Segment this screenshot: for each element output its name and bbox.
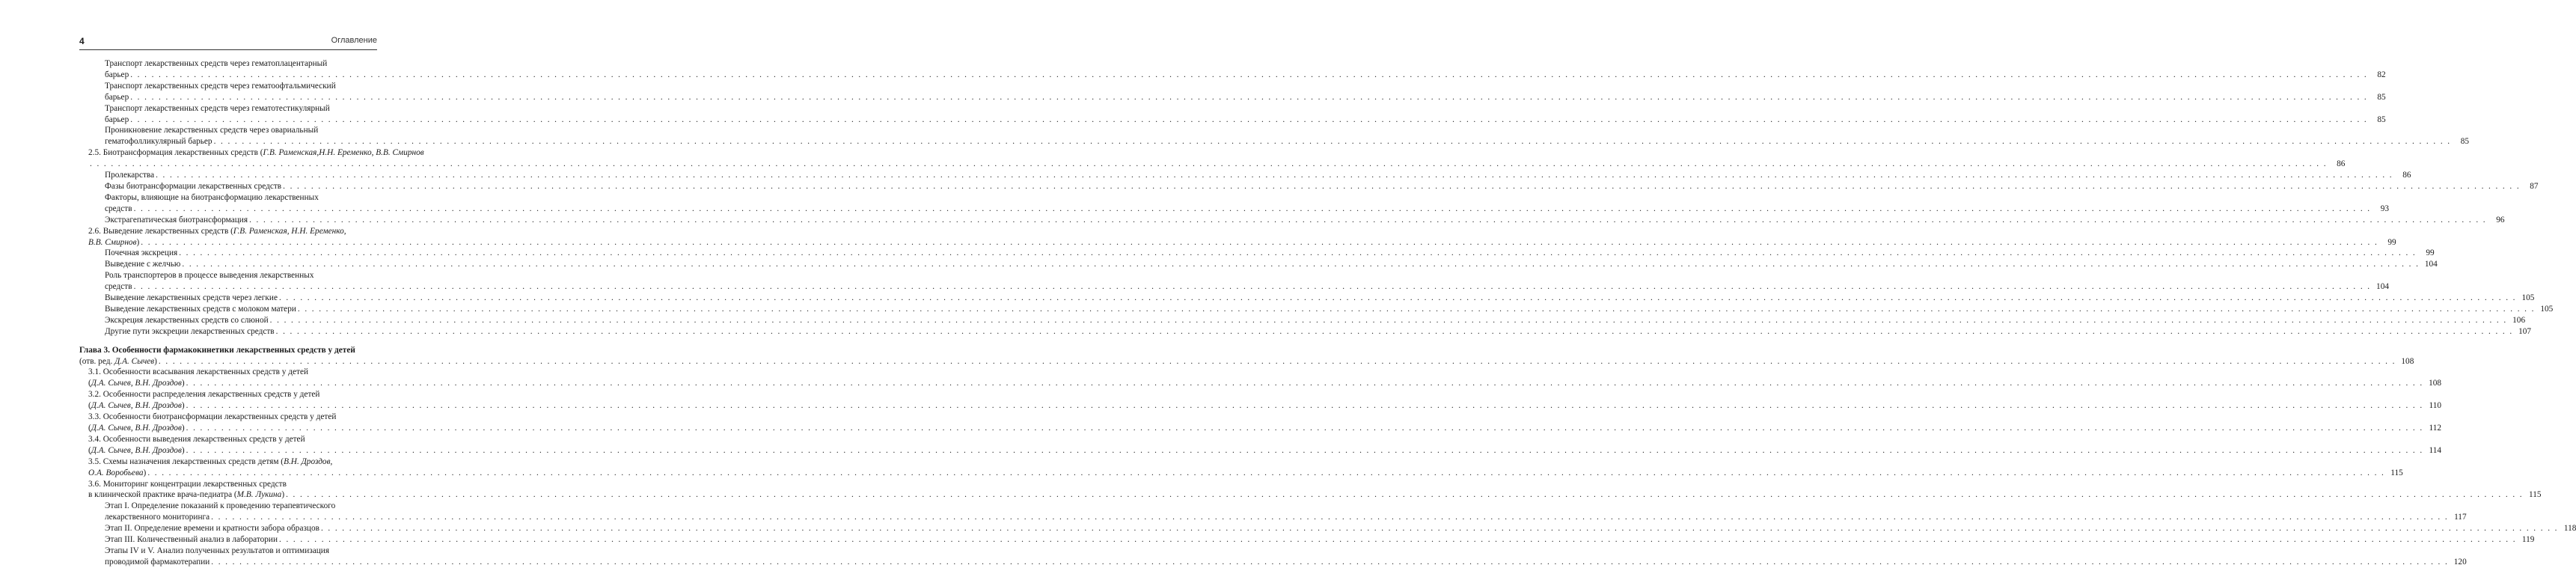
toc-page-number: 114 xyxy=(2429,445,2442,455)
toc-entry-author: Г.В. Раменская, Н.Н. Еременко, xyxy=(233,226,346,236)
toc-entry-author: О.А. Воробьева xyxy=(88,468,144,477)
toc-page-number: 104 xyxy=(2424,260,2438,269)
toc-entry-line xyxy=(79,345,377,356)
toc-page-number: 86 xyxy=(2402,171,2411,180)
toc-entry-text: Этап I. Определение показаний к проведению терапевтического xyxy=(105,501,336,511)
toc-entry[interactable] xyxy=(79,434,2442,456)
toc-entry-title xyxy=(105,92,129,103)
toc-page-number: 85 xyxy=(2377,114,2386,124)
toc-entry-last-line xyxy=(105,248,2435,259)
toc-entry-title xyxy=(105,557,209,568)
toc-page-number: 104 xyxy=(2376,282,2389,292)
leader-dots xyxy=(132,281,2372,293)
toc-page-number: 82 xyxy=(2377,70,2386,79)
toc-entry-last-line xyxy=(105,326,2532,338)
toc-entry[interactable] xyxy=(79,248,2435,259)
toc-entry[interactable] xyxy=(79,125,2469,147)
toc-entry-author: Д.А. Сычев xyxy=(114,356,155,366)
toc-entry-title xyxy=(88,468,146,479)
toc-entry-text: Проникновение лекарственных средств через овариальный xyxy=(105,126,319,135)
toc-entry[interactable] xyxy=(79,456,2403,479)
toc-entry-last-line xyxy=(88,400,2442,412)
toc-entry-last-line xyxy=(105,523,2576,534)
toc-entry-text: проводимой фармакотерапии xyxy=(105,557,210,567)
toc-entry-text: Экскреция лекарственных средств со слюной xyxy=(105,315,269,325)
toc-entry-last-line xyxy=(88,468,2403,479)
toc-page-number: 105 xyxy=(2540,304,2554,314)
leader-dots xyxy=(129,70,2369,81)
toc-entry-text: барьер xyxy=(105,70,129,79)
leader-dots xyxy=(269,315,2509,326)
toc-entry-last-line xyxy=(105,114,2386,126)
toc-entry-title xyxy=(105,204,132,215)
toc-entry-last-line xyxy=(105,281,2389,293)
toc-entry[interactable] xyxy=(79,192,2389,215)
toc-entry-text: Факторы, влияющие на биотрансформацию лекарственных xyxy=(105,192,319,202)
toc-page-number: 118 xyxy=(2563,524,2576,534)
toc-entry-last-line xyxy=(105,315,2526,326)
toc-entry-title xyxy=(105,293,278,304)
toc-entry-line xyxy=(88,367,377,378)
toc-entry-line xyxy=(105,546,377,557)
toc-entry-text: Другие пути экскреции лекарственных средств xyxy=(105,326,275,336)
toc-entry[interactable] xyxy=(79,215,2505,226)
toc-entry-text: 3.4. Особенности выведения лекарственных средств у детей xyxy=(88,434,305,444)
toc-entry-line xyxy=(88,412,377,423)
leader-dots xyxy=(132,204,2372,215)
toc-entry-last-line xyxy=(105,304,2554,315)
toc-entry-line xyxy=(88,147,424,159)
toc-entry[interactable] xyxy=(79,367,2442,389)
toc-entry-line xyxy=(105,81,377,92)
toc-entry-text: Этапы IV и V. Анализ полученных результатов и оптимизация xyxy=(105,546,330,555)
toc-entry-text: Выведение лекарственных средств через легкие xyxy=(105,293,278,303)
toc-entry-text: Почечная экскреция xyxy=(105,248,178,258)
toc-page-number: 112 xyxy=(2429,424,2442,433)
toc-page-number: 119 xyxy=(2521,535,2535,545)
toc-entry-line xyxy=(88,456,377,468)
toc-entry-text: Транспорт лекарственных средств через гематоофтальмический xyxy=(105,81,336,91)
toc-entry-author: М.В. Лукина xyxy=(236,490,282,500)
toc-entry-text: ) xyxy=(181,445,185,455)
toc-entry-text: 3.3. Особенности биотрансформации лекарственных средств у детей xyxy=(88,412,337,422)
toc-entry[interactable] xyxy=(79,304,2554,315)
toc-entry-text: гематофолликулярный барьер xyxy=(105,137,212,147)
toc-entry-author: Д.А. Сычев, В.Н. Дроздов xyxy=(91,445,182,455)
toc-entry-last-line xyxy=(105,215,2505,226)
toc-entry-author: Н.Н. Еременко, В.В. Смирнов xyxy=(319,148,424,158)
leader-dots xyxy=(139,237,2379,248)
toc-entry-line xyxy=(88,434,377,445)
toc-entry-title xyxy=(105,259,180,270)
toc-page-number: 105 xyxy=(2521,293,2535,303)
toc-page-number: 120 xyxy=(2453,557,2467,567)
leader-dots xyxy=(185,445,2425,456)
toc-page-number: 115 xyxy=(2390,468,2403,477)
toc-entry-line xyxy=(105,125,377,136)
toc-entry-title xyxy=(105,523,319,534)
toc-page-number: 108 xyxy=(2401,356,2414,366)
toc-entry-text: Выведение с желчью xyxy=(105,260,181,269)
toc-page-number: 87 xyxy=(2530,181,2539,191)
leader-dots xyxy=(129,114,2369,126)
toc-entry-title xyxy=(105,534,278,546)
leader-dots xyxy=(185,378,2425,389)
toc-entry-text: ) xyxy=(181,379,185,388)
toc-entry-text: Транспорт лекарственных средств через гематоплацентарный xyxy=(105,59,328,68)
toc-entry-author: Д.А. Сычев, В.Н. Дроздов xyxy=(91,401,182,411)
leader-dots xyxy=(180,259,2420,270)
toc-entry-last-line xyxy=(88,489,2542,501)
toc-entry-last-line xyxy=(105,92,2386,103)
toc-page-number: 99 xyxy=(2426,248,2435,258)
toc-entry-title xyxy=(105,170,154,181)
toc-page-number: 106 xyxy=(2512,315,2526,325)
toc-entry-text: Этап III. Количественный анализ в лаборатории xyxy=(105,535,278,545)
toc-entry-last-line xyxy=(105,293,2535,304)
toc-entry-text: Пролекарства xyxy=(105,171,155,180)
leader-dots xyxy=(275,326,2515,338)
leader-dots xyxy=(129,92,2369,103)
toc-entry[interactable] xyxy=(79,534,2535,546)
leader-dots xyxy=(248,215,2488,226)
toc-entry-title xyxy=(105,114,129,126)
toc-entry-title xyxy=(105,281,132,293)
leader-dots xyxy=(319,523,2560,534)
toc-entry-text: 3.1. Особенности всасывания лекарственных средств у детей xyxy=(88,367,309,377)
toc-entry-last-line xyxy=(105,557,2467,568)
toc-entry-text: 3.5. Схемы назначения лекарственных средств детям ( xyxy=(88,456,284,466)
toc-entry-text: 2.6. Выведение лекарственных средств ( xyxy=(88,226,233,236)
page-header xyxy=(79,34,377,50)
toc-entry-last-line xyxy=(88,237,2396,248)
leader-dots xyxy=(212,136,2453,147)
toc-entry-text: лекарственного мониторинга xyxy=(105,513,210,522)
toc-entry-text: барьер xyxy=(105,92,129,102)
page-number: 4 xyxy=(79,36,85,46)
toc-entry-last-line xyxy=(105,512,2467,523)
leader-dots xyxy=(157,356,2397,367)
toc-entry-last-line xyxy=(79,356,2414,367)
toc-entry-line xyxy=(88,226,377,237)
leader-dots xyxy=(284,489,2524,501)
toc-entry-last-line xyxy=(88,378,2442,389)
toc-entry-title xyxy=(88,445,185,456)
toc-entry-last-line xyxy=(88,445,2442,456)
toc-entry-last-line xyxy=(105,534,2535,546)
toc-entry-text: Этап II. Определение времени и кратности забора образцов xyxy=(105,524,319,534)
toc-entry-title xyxy=(105,181,281,192)
toc-entry-line xyxy=(88,389,377,400)
toc-entry-text: средств xyxy=(105,282,132,292)
leader-dots xyxy=(278,293,2518,304)
toc-chapter[interactable] xyxy=(79,345,2414,367)
toc-entry-text: ) xyxy=(143,468,147,477)
toc-entry-title xyxy=(79,356,157,367)
toc-entry-title xyxy=(105,136,212,147)
leader-dots xyxy=(296,304,2536,315)
toc-entry-author: В.Н. Дроздов, xyxy=(284,456,333,466)
toc-entry-text: ) xyxy=(181,401,185,411)
toc-entry[interactable] xyxy=(79,81,2386,103)
toc-entry-last-line xyxy=(105,204,2389,215)
toc-page-number: 93 xyxy=(2380,204,2389,213)
toc-entry-line xyxy=(105,501,377,512)
toc-entry-title xyxy=(105,304,296,315)
toc-entry-text: Глава 3. Особенности фармакокинетики лекарственных средств у детей xyxy=(79,345,355,355)
leader-dots xyxy=(209,512,2450,523)
toc-entry-text: 3.6. Мониторинг концентрации лекарственных средств xyxy=(88,479,287,489)
toc-entry-title xyxy=(105,512,209,523)
toc-entry-last-line xyxy=(105,136,2469,147)
toc-entry[interactable] xyxy=(79,270,2389,293)
toc-entry-text: 3.2. Особенности распределения лекарственных средств у детей xyxy=(88,390,320,400)
toc-entry[interactable] xyxy=(79,315,2526,326)
toc-entry-text: ) xyxy=(181,424,185,433)
toc-entry-title xyxy=(105,315,269,326)
toc-entry-text: ( xyxy=(88,401,91,411)
toc-entry[interactable] xyxy=(79,523,2576,534)
toc-entry[interactable] xyxy=(79,226,2396,248)
toc-entry-text: барьер xyxy=(105,114,129,124)
toc-entry-text: Транспорт лекарственных средств через гематотестикулярный xyxy=(105,103,330,113)
toc-entry-author: Д.А. Сычев, В.Н. Дроздов xyxy=(91,379,182,388)
toc-entry-title xyxy=(105,326,275,338)
leader-dots xyxy=(278,534,2518,546)
toc-entry[interactable] xyxy=(79,147,2346,170)
toc-entry-line xyxy=(105,103,377,114)
toc-entry-title xyxy=(105,248,177,259)
toc-entry-text: ) xyxy=(136,237,140,247)
toc-entry-last-line xyxy=(105,181,2539,192)
leader-dots xyxy=(281,181,2521,192)
toc-entry-last-line xyxy=(105,170,2411,181)
toc-entry-title xyxy=(88,423,185,434)
toc-entry[interactable] xyxy=(79,546,2467,568)
toc-page-number: 86 xyxy=(2337,159,2346,169)
toc-entry-line xyxy=(105,58,377,70)
toc-entry-author: В.В. Смирнов xyxy=(88,237,137,247)
toc-page-number: 96 xyxy=(2496,215,2505,225)
toc-entry[interactable] xyxy=(79,389,2442,412)
toc-entry-text: (отв. ред. xyxy=(79,356,115,366)
toc-entry-text: Роль транспортеров в процессе выведения лекарственных xyxy=(105,271,314,281)
toc-entry[interactable] xyxy=(79,103,2386,126)
toc-entry-last-line xyxy=(105,259,2438,270)
toc-entry-title xyxy=(88,378,185,389)
toc-entry-last-line xyxy=(88,423,2442,434)
toc-entry-author: Д.А. Сычев, В.Н. Дроздов xyxy=(91,424,182,433)
table-of-contents xyxy=(79,58,2576,568)
toc-entry-line xyxy=(105,192,377,204)
toc-entry[interactable] xyxy=(79,181,2539,192)
toc-entry-text: средств xyxy=(105,204,132,213)
toc-entry-text: ) xyxy=(154,356,157,366)
toc-entry[interactable] xyxy=(79,501,2467,523)
toc-entry-title xyxy=(88,489,284,501)
leader-dots xyxy=(209,557,2450,568)
toc-entry-title xyxy=(88,237,139,248)
toc-entry-author: Г.В. Раменская, xyxy=(263,148,319,158)
toc-entry[interactable] xyxy=(79,170,2411,181)
toc-entry-text: в клинической практике врача-педиатра ( xyxy=(88,490,237,500)
toc-entry-text: ( xyxy=(88,379,91,388)
toc-page-number: 85 xyxy=(2460,137,2469,147)
toc-entry-title xyxy=(105,70,129,81)
toc-page-number: 110 xyxy=(2429,401,2442,411)
toc-entry-text: Экстрагепатическая биотрансформация xyxy=(105,215,248,225)
toc-entry-text: ( xyxy=(88,445,91,455)
toc-entry-title xyxy=(105,215,248,226)
toc-entry-line xyxy=(88,479,377,490)
toc-entry-last-line xyxy=(105,70,2386,81)
toc-page-number: 108 xyxy=(2429,379,2442,388)
toc-entry-last-line xyxy=(88,159,2346,170)
toc-page-number: 107 xyxy=(2518,326,2532,336)
toc-entry[interactable] xyxy=(79,293,2535,304)
leader-dots xyxy=(154,170,2394,181)
leader-dots xyxy=(143,468,2386,479)
leader-dots xyxy=(177,248,2417,259)
toc-entry-text: ) xyxy=(281,490,285,500)
toc-page-number: 117 xyxy=(2454,513,2467,522)
toc-entry-title xyxy=(88,400,185,412)
toc-entry-text: Фазы биотрансформации лекарственных средств xyxy=(105,181,282,191)
toc-entry-text: Выведение лекарственных средств с молоком матери xyxy=(105,304,296,314)
toc-entry[interactable] xyxy=(79,58,2386,81)
running-head: Оглавление xyxy=(331,36,377,45)
toc-page-number: 99 xyxy=(2387,237,2396,247)
leader-dots xyxy=(185,423,2425,434)
leader-dots xyxy=(88,159,2328,170)
toc-entry[interactable] xyxy=(79,479,2542,501)
toc-entry-text: ( xyxy=(88,424,91,433)
toc-page-number: 115 xyxy=(2528,490,2542,500)
toc-entry-line xyxy=(105,270,377,281)
toc-entry[interactable] xyxy=(79,259,2438,270)
leader-dots xyxy=(185,400,2425,412)
toc-entry[interactable] xyxy=(79,412,2442,434)
toc-page-number: 85 xyxy=(2377,92,2386,102)
toc-entry[interactable] xyxy=(79,326,2532,338)
toc-entry-text: 2.5. Биотрансформация лекарственных средств ( xyxy=(88,148,263,158)
